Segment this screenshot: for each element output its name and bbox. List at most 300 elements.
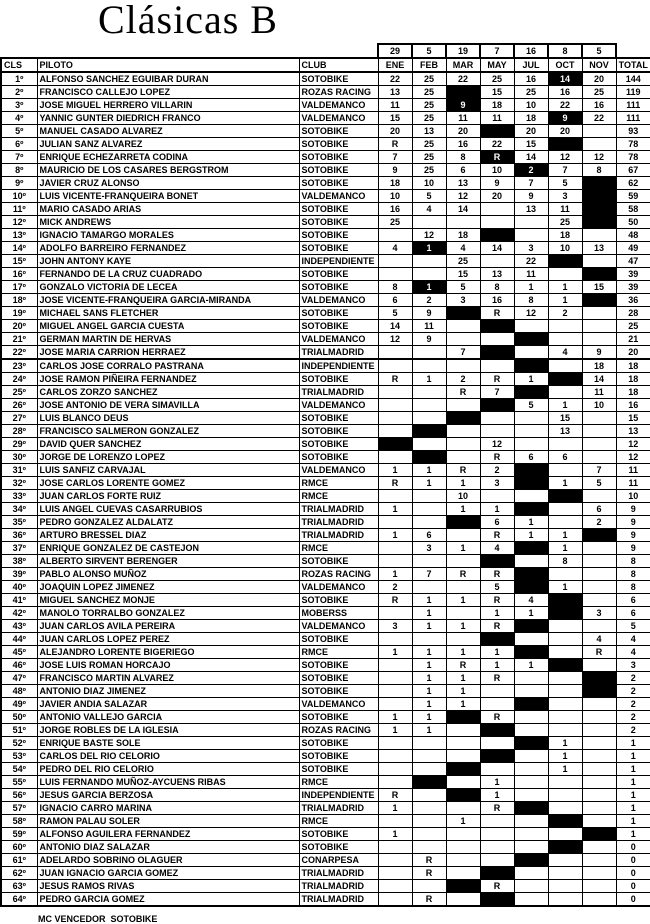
score-cell bbox=[582, 555, 616, 568]
score-cell bbox=[514, 750, 548, 763]
pilot-name: MICK ANDREWS bbox=[37, 216, 299, 229]
score-cell bbox=[446, 633, 480, 646]
score-cell: 15 bbox=[514, 138, 548, 151]
score-cell bbox=[480, 828, 514, 841]
date-row bbox=[1, 44, 650, 58]
score-cell bbox=[582, 542, 616, 555]
score-cell bbox=[378, 698, 412, 711]
total-cell: 111 bbox=[616, 112, 650, 125]
score-cell bbox=[412, 737, 446, 750]
score-cell: 11 bbox=[378, 99, 412, 112]
table-row bbox=[1, 620, 650, 633]
score-cell: 13 bbox=[548, 425, 582, 438]
total-cell: 2 bbox=[616, 685, 650, 698]
position-cell: 45º bbox=[1, 646, 37, 659]
score-cell bbox=[480, 490, 514, 503]
score-cell bbox=[548, 633, 582, 646]
score-cell bbox=[446, 828, 480, 841]
position-cell: 4º bbox=[1, 112, 37, 125]
score-cell: 5 bbox=[582, 477, 616, 490]
score-cell: 1 bbox=[514, 607, 548, 620]
pilot-name: CARLOS ZORZO SANCHEZ bbox=[37, 386, 299, 399]
total-cell: 39 bbox=[616, 268, 650, 281]
total-cell: 49 bbox=[616, 242, 650, 255]
position-cell: 25º bbox=[1, 386, 37, 399]
score-cell bbox=[446, 216, 480, 229]
header-cls: CLS bbox=[1, 58, 37, 72]
score-cell: 1 bbox=[548, 294, 582, 307]
score-cell bbox=[582, 307, 616, 320]
club-name: SOTOBIKE bbox=[299, 438, 378, 451]
table-row bbox=[1, 229, 650, 242]
total-cell: 21 bbox=[616, 333, 650, 346]
score-cell bbox=[514, 320, 548, 333]
score-cell bbox=[446, 607, 480, 620]
score-cell bbox=[548, 685, 582, 698]
score-cell: 2 bbox=[514, 164, 548, 177]
score-cell bbox=[514, 672, 548, 685]
score-cell: 20 bbox=[480, 190, 514, 203]
score-cell bbox=[514, 880, 548, 893]
score-cell bbox=[480, 867, 514, 880]
score-cell bbox=[514, 646, 548, 659]
score-cell bbox=[548, 815, 582, 828]
score-cell bbox=[378, 854, 412, 867]
score-cell bbox=[548, 516, 582, 529]
club-name: TRIALMADRID bbox=[299, 880, 378, 893]
club-name: SOTOBIKE bbox=[299, 425, 378, 438]
score-cell: 1 bbox=[548, 477, 582, 490]
score-cell: 4 bbox=[446, 242, 480, 255]
score-cell bbox=[582, 594, 616, 607]
total-cell: 25 bbox=[616, 320, 650, 333]
pilot-name: JESUS GARCIA BERZOSA bbox=[37, 789, 299, 802]
score-cell bbox=[446, 438, 480, 451]
pilot-name: PABLO ALONSO MUÑOZ bbox=[37, 568, 299, 581]
score-cell bbox=[582, 802, 616, 815]
score-cell: 9 bbox=[480, 177, 514, 190]
table-row bbox=[1, 203, 650, 216]
pilot-name: FERNANDO DE LA CRUZ CUADRADO bbox=[37, 268, 299, 281]
score-cell: 8 bbox=[548, 555, 582, 568]
table-row bbox=[1, 711, 650, 724]
score-cell: 1 bbox=[548, 542, 582, 555]
date-cell: 5 bbox=[412, 44, 446, 58]
club-name: SOTOBIKE bbox=[299, 203, 378, 216]
score-cell: 12 bbox=[582, 151, 616, 164]
total-cell: 59 bbox=[616, 190, 650, 203]
score-cell: 4 bbox=[548, 346, 582, 360]
score-cell: 1 bbox=[412, 620, 446, 633]
total-cell: 3 bbox=[616, 659, 650, 672]
table-row bbox=[1, 893, 650, 907]
position-cell: 24º bbox=[1, 373, 37, 386]
month-header: NOV bbox=[582, 58, 616, 72]
score-cell: 7 bbox=[412, 568, 446, 581]
score-cell bbox=[582, 711, 616, 724]
score-cell bbox=[582, 529, 616, 542]
score-cell bbox=[446, 763, 480, 776]
table-row bbox=[1, 763, 650, 776]
pilot-name: PEDRO DEL RIO CELORIO bbox=[37, 763, 299, 776]
score-cell: 9 bbox=[378, 164, 412, 177]
total-cell: 1 bbox=[616, 802, 650, 815]
pilot-name: JUAN IGNACIO GARCIA GOMEZ bbox=[37, 867, 299, 880]
pilot-name: JAVIER CRUZ ALONSO bbox=[37, 177, 299, 190]
club-name: SOTOBIKE bbox=[299, 177, 378, 190]
score-cell: 14 bbox=[514, 151, 548, 164]
pilot-name: JORGE ROBLES DE LA IGLESIA bbox=[37, 724, 299, 737]
score-cell bbox=[582, 672, 616, 685]
total-cell: 0 bbox=[616, 867, 650, 880]
position-cell: 10º bbox=[1, 190, 37, 203]
score-cell bbox=[378, 815, 412, 828]
score-cell bbox=[480, 750, 514, 763]
pilot-name: LUIS VICENTE-FRANQUEIRA BONET bbox=[37, 190, 299, 203]
club-name: SOTOBIKE bbox=[299, 242, 378, 255]
total-cell: 12 bbox=[616, 438, 650, 451]
score-cell: 9 bbox=[412, 333, 446, 346]
score-cell bbox=[378, 438, 412, 451]
score-cell: R bbox=[378, 477, 412, 490]
score-cell: 4 bbox=[480, 542, 514, 555]
total-cell: 12 bbox=[616, 451, 650, 464]
score-cell bbox=[446, 789, 480, 802]
pilot-name: MAURICIO DE LOS CASARES BERGSTROM bbox=[37, 164, 299, 177]
club-name: TRIALMADRID bbox=[299, 529, 378, 542]
score-cell: 8 bbox=[514, 294, 548, 307]
score-cell bbox=[480, 815, 514, 828]
score-cell bbox=[378, 672, 412, 685]
club-name: TRIALMADRID bbox=[299, 386, 378, 399]
score-cell bbox=[480, 229, 514, 242]
score-cell: 1 bbox=[412, 594, 446, 607]
score-cell bbox=[548, 359, 582, 373]
club-name: ROZAS RACING bbox=[299, 724, 378, 737]
total-cell: 119 bbox=[616, 86, 650, 99]
score-cell bbox=[582, 451, 616, 464]
score-cell: 15 bbox=[480, 86, 514, 99]
pilot-name: YANNIC GUNTER DIEDRICH FRANCO bbox=[37, 112, 299, 125]
score-cell bbox=[582, 190, 616, 203]
score-cell: 14 bbox=[548, 72, 582, 86]
table-row bbox=[1, 464, 650, 477]
score-cell bbox=[582, 750, 616, 763]
position-cell: 50º bbox=[1, 711, 37, 724]
total-cell: 58 bbox=[616, 203, 650, 216]
score-cell bbox=[514, 346, 548, 360]
score-cell bbox=[514, 828, 548, 841]
club-name: VALDEMANCO bbox=[299, 399, 378, 412]
score-cell bbox=[514, 555, 548, 568]
header-pilot: PILOTO bbox=[37, 58, 299, 72]
score-cell: R bbox=[446, 659, 480, 672]
score-cell: 12 bbox=[548, 151, 582, 164]
score-cell bbox=[412, 216, 446, 229]
table-row bbox=[1, 164, 650, 177]
header-club: CLUB bbox=[299, 58, 378, 72]
score-cell: 16 bbox=[514, 72, 548, 86]
score-cell bbox=[378, 399, 412, 412]
pilot-name: ALEJANDRO LORENTE BIGERIEGO bbox=[37, 646, 299, 659]
score-cell bbox=[582, 216, 616, 229]
total-cell: 20 bbox=[616, 346, 650, 360]
score-cell bbox=[378, 425, 412, 438]
score-cell bbox=[378, 750, 412, 763]
score-cell: 1 bbox=[378, 529, 412, 542]
table-row bbox=[1, 151, 650, 164]
club-name: SOTOBIKE bbox=[299, 594, 378, 607]
pilot-name: JUAN CARLOS FORTE RUIZ bbox=[37, 490, 299, 503]
table-row bbox=[1, 294, 650, 307]
score-cell bbox=[514, 802, 548, 815]
table-row bbox=[1, 516, 650, 529]
score-cell bbox=[412, 255, 446, 268]
total-cell: 36 bbox=[616, 294, 650, 307]
score-cell: 2 bbox=[480, 464, 514, 477]
table-row bbox=[1, 216, 650, 229]
score-cell bbox=[480, 737, 514, 750]
score-cell bbox=[412, 789, 446, 802]
club-name: SOTOBIKE bbox=[299, 216, 378, 229]
score-cell: 8 bbox=[378, 281, 412, 294]
month-header: OCT bbox=[548, 58, 582, 72]
club-name: VALDEMANCO bbox=[299, 581, 378, 594]
pilot-name: RAMON PALAU SOLER bbox=[37, 815, 299, 828]
position-cell: 36º bbox=[1, 529, 37, 542]
score-cell: 1 bbox=[378, 568, 412, 581]
table-row bbox=[1, 685, 650, 698]
score-cell: 16 bbox=[582, 99, 616, 112]
table-row bbox=[1, 607, 650, 620]
pilot-name: ENRIQUE GONZALEZ DE CASTEJON bbox=[37, 542, 299, 555]
score-cell bbox=[548, 789, 582, 802]
position-cell: 19º bbox=[1, 307, 37, 320]
score-cell: R bbox=[480, 880, 514, 893]
standings-table bbox=[0, 43, 650, 907]
pilot-name: LUIS BLANCO DEUS bbox=[37, 412, 299, 425]
score-cell bbox=[548, 320, 582, 333]
club-name: ROZAS RACING bbox=[299, 568, 378, 581]
position-cell: 61º bbox=[1, 854, 37, 867]
score-cell: 1 bbox=[480, 646, 514, 659]
score-cell: 13 bbox=[378, 86, 412, 99]
table-row bbox=[1, 99, 650, 112]
score-cell bbox=[412, 346, 446, 360]
club-name: INDEPENDIENTE bbox=[299, 789, 378, 802]
score-cell bbox=[514, 815, 548, 828]
position-cell: 31º bbox=[1, 464, 37, 477]
pilot-name: MARIO CASADO ARIAS bbox=[37, 203, 299, 216]
score-cell bbox=[378, 867, 412, 880]
score-cell bbox=[548, 841, 582, 854]
score-cell: 7 bbox=[378, 151, 412, 164]
score-cell: 12 bbox=[378, 333, 412, 346]
total-cell: 48 bbox=[616, 229, 650, 242]
total-cell: 11 bbox=[616, 477, 650, 490]
score-cell bbox=[378, 659, 412, 672]
score-cell bbox=[480, 685, 514, 698]
club-name: RMCE bbox=[299, 815, 378, 828]
total-cell: 1 bbox=[616, 789, 650, 802]
score-cell bbox=[446, 307, 480, 320]
position-cell: 52º bbox=[1, 737, 37, 750]
score-cell: 10 bbox=[480, 164, 514, 177]
club-name: VALDEMANCO bbox=[299, 333, 378, 346]
total-cell: 47 bbox=[616, 255, 650, 268]
club-name: RMCE bbox=[299, 776, 378, 789]
score-cell: R bbox=[446, 386, 480, 399]
score-cell: 3 bbox=[582, 607, 616, 620]
score-cell: 10 bbox=[514, 99, 548, 112]
pilot-name: MIGUEL ANGEL GARCIA CUESTA bbox=[37, 320, 299, 333]
score-cell: 3 bbox=[548, 190, 582, 203]
table-row bbox=[1, 359, 650, 373]
score-cell bbox=[548, 672, 582, 685]
score-cell: 25 bbox=[514, 86, 548, 99]
table-row bbox=[1, 581, 650, 594]
pilot-name: MANUEL CASADO ALVAREZ bbox=[37, 125, 299, 138]
score-cell bbox=[514, 581, 548, 594]
score-cell bbox=[480, 893, 514, 907]
table-row bbox=[1, 307, 650, 320]
score-cell: R bbox=[378, 138, 412, 151]
table-row bbox=[1, 802, 650, 815]
score-cell bbox=[446, 86, 480, 99]
table-row bbox=[1, 568, 650, 581]
pilot-name: FRANCISCO MARTIN ALVAREZ bbox=[37, 672, 299, 685]
score-cell bbox=[514, 724, 548, 737]
score-cell bbox=[548, 373, 582, 386]
table-row bbox=[1, 399, 650, 412]
total-cell: 6 bbox=[616, 607, 650, 620]
score-cell bbox=[548, 776, 582, 789]
total-cell: 18 bbox=[616, 373, 650, 386]
score-cell: R bbox=[480, 672, 514, 685]
score-cell: 1 bbox=[446, 503, 480, 516]
month-header: ENE bbox=[378, 58, 412, 72]
club-name: SOTOBIKE bbox=[299, 164, 378, 177]
score-cell: 1 bbox=[412, 281, 446, 294]
score-cell: 6 bbox=[378, 294, 412, 307]
score-cell: 11 bbox=[446, 112, 480, 125]
score-cell: 3 bbox=[480, 477, 514, 490]
score-cell bbox=[582, 255, 616, 268]
score-cell: R bbox=[480, 307, 514, 320]
total-cell: 13 bbox=[616, 425, 650, 438]
score-cell bbox=[378, 359, 412, 373]
score-cell bbox=[582, 828, 616, 841]
score-cell: 1 bbox=[412, 373, 446, 386]
position-cell: 28º bbox=[1, 425, 37, 438]
date-cell: 5 bbox=[582, 44, 616, 58]
club-name: INDEPENDIENTE bbox=[299, 359, 378, 373]
score-cell bbox=[446, 425, 480, 438]
score-cell bbox=[480, 555, 514, 568]
score-cell: R bbox=[446, 464, 480, 477]
score-cell bbox=[378, 633, 412, 646]
score-cell bbox=[412, 451, 446, 464]
score-cell: 6 bbox=[412, 529, 446, 542]
score-cell: R bbox=[480, 451, 514, 464]
score-cell: 25 bbox=[480, 72, 514, 86]
score-cell: 5 bbox=[446, 281, 480, 294]
score-cell: 6 bbox=[514, 451, 548, 464]
club-name: TRIALMADRID bbox=[299, 516, 378, 529]
score-cell: 4 bbox=[378, 242, 412, 255]
score-cell: R bbox=[480, 151, 514, 164]
total-cell: 0 bbox=[616, 841, 650, 854]
club-name: TRIALMADRID bbox=[299, 503, 378, 516]
score-cell: 5 bbox=[514, 399, 548, 412]
score-cell: 10 bbox=[378, 190, 412, 203]
page-title: Clásicas B bbox=[98, 0, 278, 42]
total-cell: 93 bbox=[616, 125, 650, 138]
score-cell: 4 bbox=[514, 594, 548, 607]
score-cell bbox=[480, 359, 514, 373]
score-cell bbox=[582, 438, 616, 451]
score-cell bbox=[548, 503, 582, 516]
club-name: SOTOBIKE bbox=[299, 72, 378, 86]
table-row bbox=[1, 373, 650, 386]
pilot-name: ALFONSO SANCHEZ EGUIBAR DURAN bbox=[37, 72, 299, 86]
score-cell: 10 bbox=[582, 399, 616, 412]
position-cell: 17º bbox=[1, 281, 37, 294]
score-cell bbox=[480, 841, 514, 854]
position-cell: 29º bbox=[1, 438, 37, 451]
total-cell: 9 bbox=[616, 529, 650, 542]
score-cell bbox=[514, 464, 548, 477]
score-cell bbox=[514, 763, 548, 776]
total-cell: 9 bbox=[616, 503, 650, 516]
score-cell: 1 bbox=[412, 607, 446, 620]
score-cell bbox=[378, 880, 412, 893]
club-name: VALDEMANCO bbox=[299, 190, 378, 203]
score-cell: 16 bbox=[480, 294, 514, 307]
table-row bbox=[1, 190, 650, 203]
pilot-name: ENRIQUE ECHEZARRETA CODINA bbox=[37, 151, 299, 164]
score-cell: 11 bbox=[480, 112, 514, 125]
table-row bbox=[1, 333, 650, 346]
score-cell bbox=[514, 438, 548, 451]
club-name: SOTOBIKE bbox=[299, 763, 378, 776]
score-cell: 20 bbox=[446, 125, 480, 138]
position-cell: 63º bbox=[1, 880, 37, 893]
club-name: TRIALMADRID bbox=[299, 893, 378, 907]
club-name: SOTOBIKE bbox=[299, 672, 378, 685]
score-cell bbox=[446, 516, 480, 529]
score-cell: 25 bbox=[412, 151, 446, 164]
score-cell: 9 bbox=[582, 346, 616, 360]
total-cell: 1 bbox=[616, 737, 650, 750]
table-row bbox=[1, 72, 650, 86]
score-cell bbox=[480, 346, 514, 360]
score-cell bbox=[412, 776, 446, 789]
club-name: SOTOBIKE bbox=[299, 828, 378, 841]
score-cell bbox=[412, 763, 446, 776]
score-cell: 12 bbox=[514, 307, 548, 320]
score-cell: 9 bbox=[514, 190, 548, 203]
position-cell: 8º bbox=[1, 164, 37, 177]
position-cell: 15º bbox=[1, 255, 37, 268]
score-cell bbox=[446, 320, 480, 333]
score-cell: 18 bbox=[582, 359, 616, 373]
score-cell bbox=[480, 320, 514, 333]
club-name: TRIALMADRID bbox=[299, 867, 378, 880]
score-cell: 1 bbox=[412, 698, 446, 711]
score-cell bbox=[582, 659, 616, 672]
total-cell: 2 bbox=[616, 711, 650, 724]
